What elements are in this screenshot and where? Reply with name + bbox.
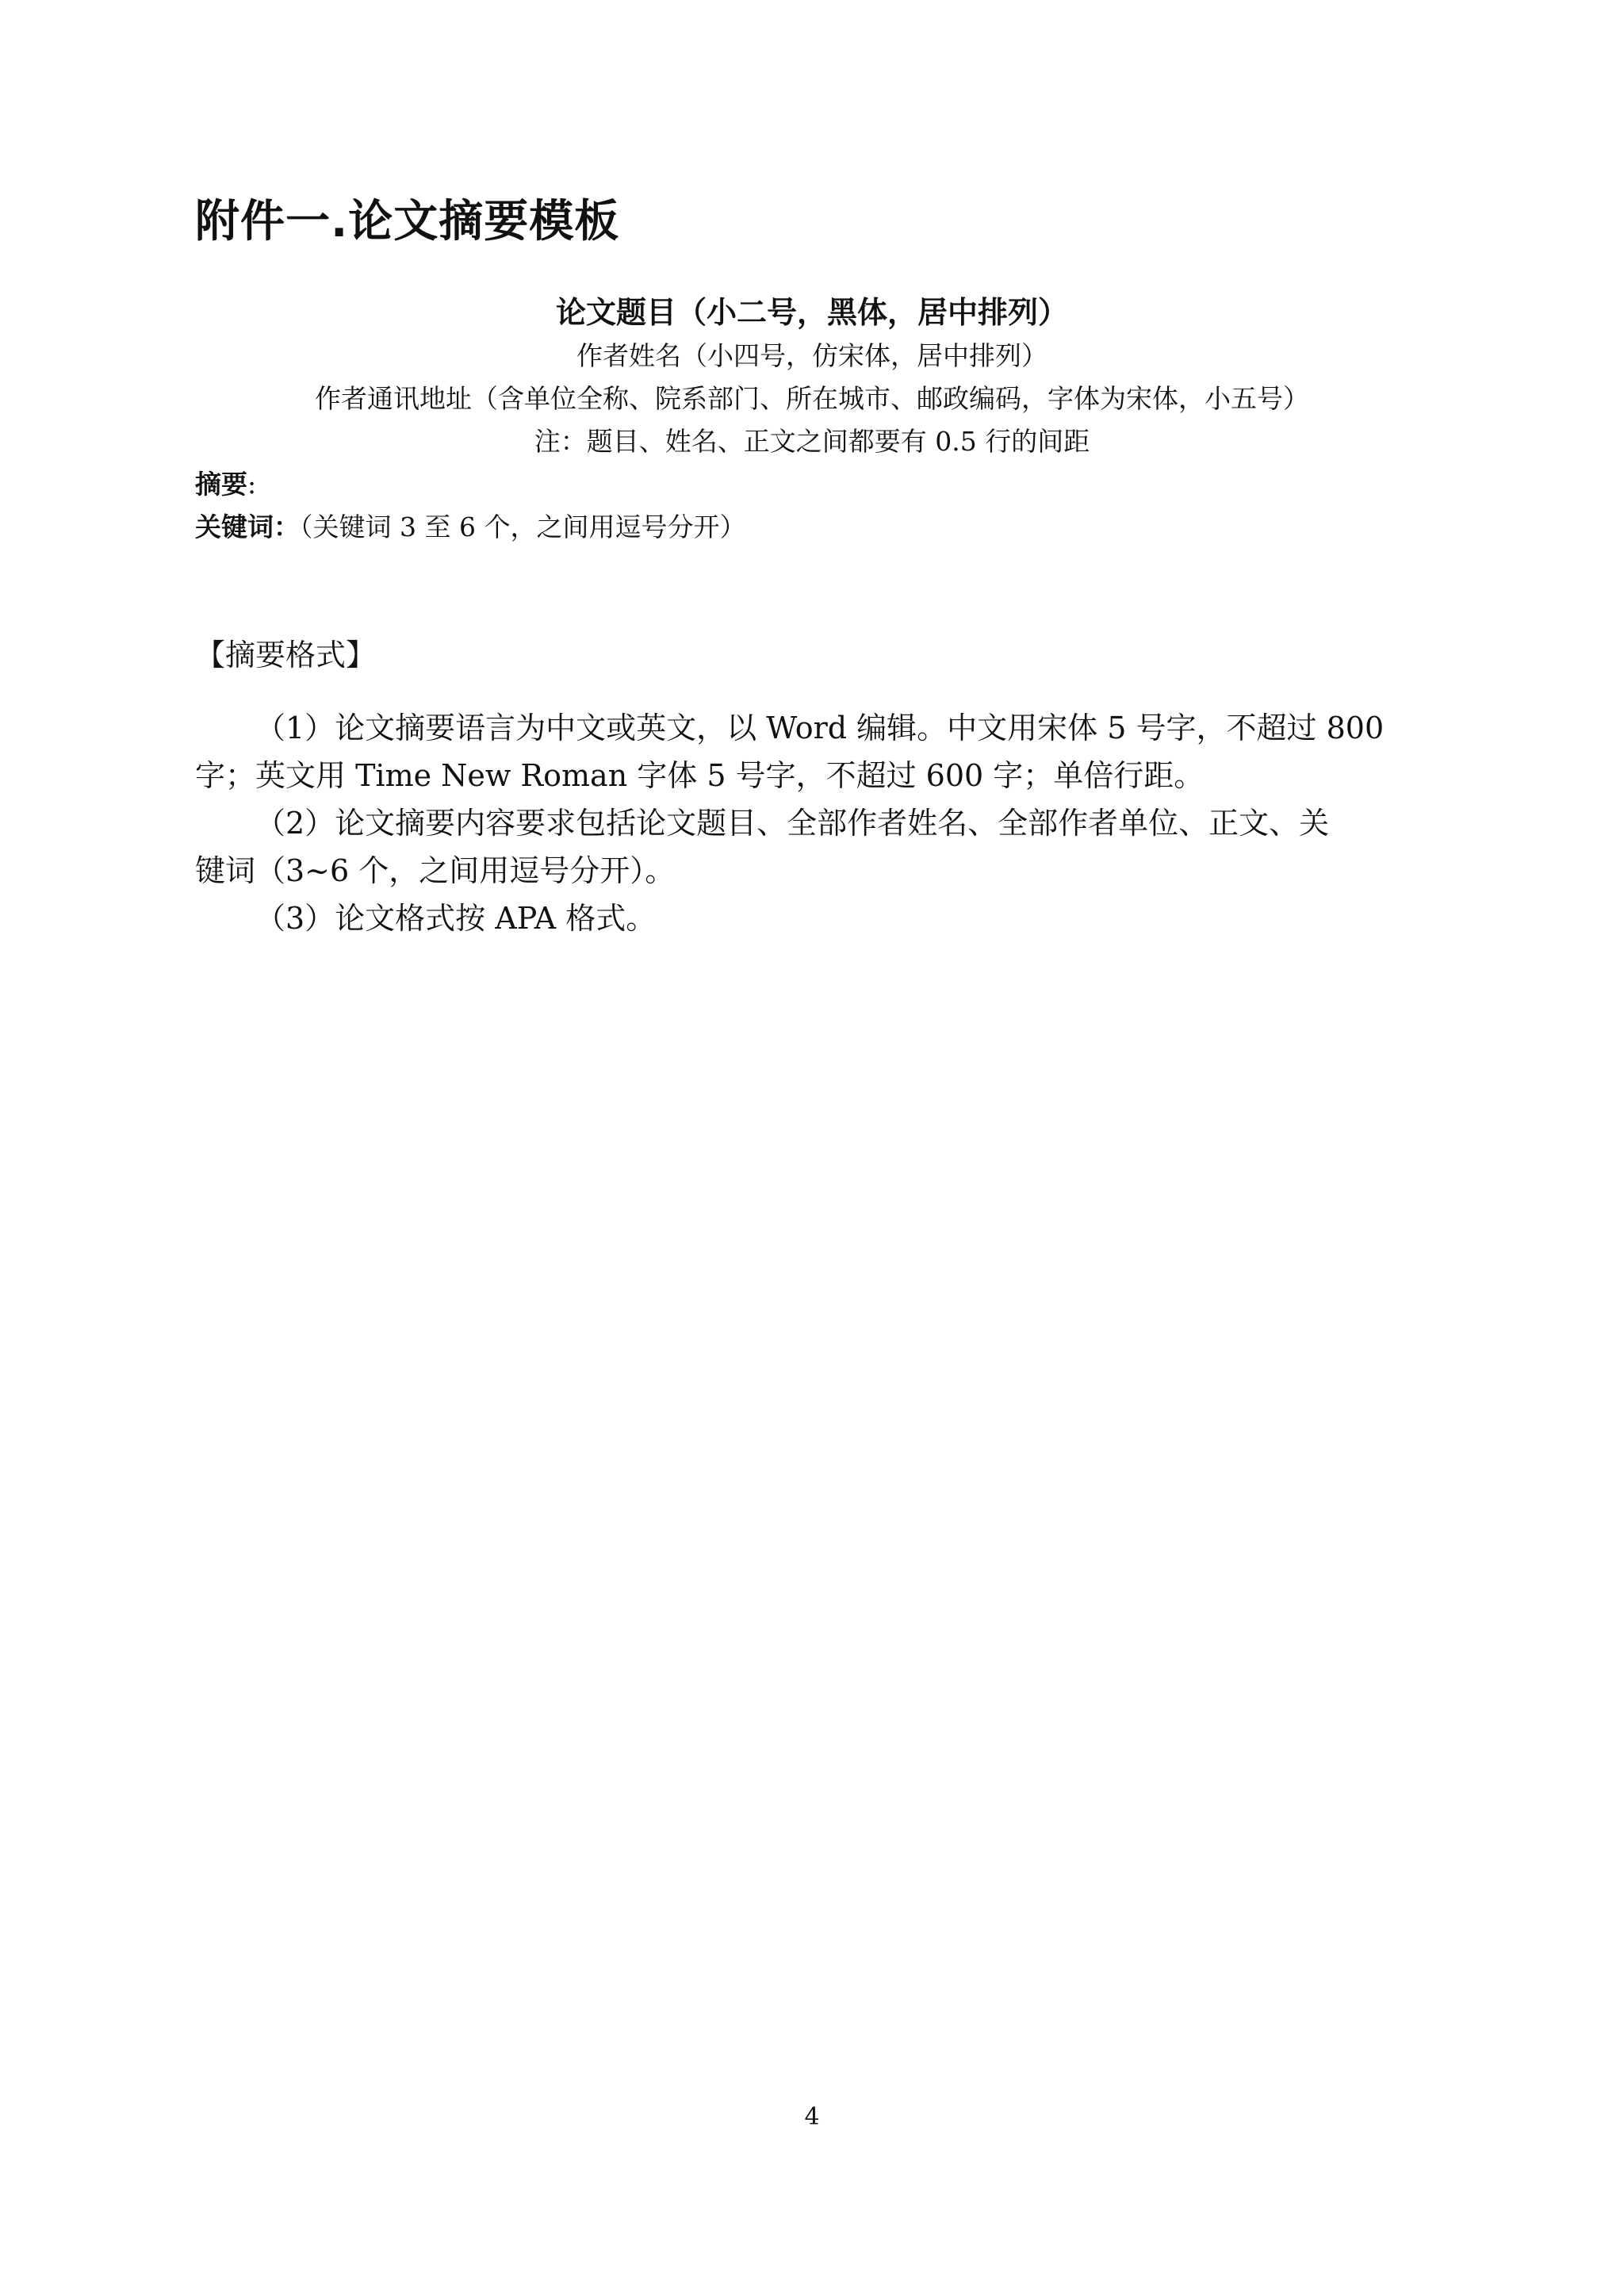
keywords-label: 关键词： xyxy=(195,511,300,542)
abstract-field xyxy=(195,466,256,503)
abstract-colon: : xyxy=(247,469,257,500)
paragraph-1-line-2: 字；英文用 Time New Roman 字体 5 号字，不超过 600 字；单倍行距。 xyxy=(195,758,1205,793)
author-address-template: 作者通讯地址（含单位全称、院系部门、所在城市、邮政编码，字体为宋体，小五号） xyxy=(315,383,1309,414)
format-paragraph-3 xyxy=(195,895,1443,942)
format-paragraph-1 xyxy=(195,704,1443,799)
keywords-field xyxy=(195,509,745,546)
paragraph-2-line-2: 键词（3~6 个，之间用逗号分开）。 xyxy=(195,853,676,888)
format-section-heading: 【摘要格式】 xyxy=(195,638,377,672)
author-name-template: 作者姓名（小四号，仿宋体，居中排列） xyxy=(576,340,1048,371)
paragraph-2-line-1: （2）论文摘要内容要求包括论文题目、全部作者姓名、全部作者单位、正文、关 xyxy=(255,806,1330,841)
paragraph-1-line-1: （1）论文摘要语言为中文或英文，以 Word 编辑。中文用宋体 5 号字，不超过 800 xyxy=(255,711,1385,745)
paper-title-template: 论文题目（小二号，黑体，居中排列） xyxy=(555,295,1068,330)
abstract-label: 摘要 xyxy=(195,469,247,500)
paragraph-3-line-1: （3）论文格式按 APA 格式。 xyxy=(255,901,657,936)
page-number: 4 xyxy=(804,2103,820,2131)
attachment-heading: 附件一.论文摘要模板 xyxy=(195,196,620,247)
spacing-note: 注：题目、姓名、正文之间都要有 0.5 行的间距 xyxy=(534,426,1090,457)
keywords-value: （关键词 3 至 6 个，之间用逗号分开） xyxy=(300,511,746,542)
format-paragraph-2 xyxy=(195,799,1443,895)
